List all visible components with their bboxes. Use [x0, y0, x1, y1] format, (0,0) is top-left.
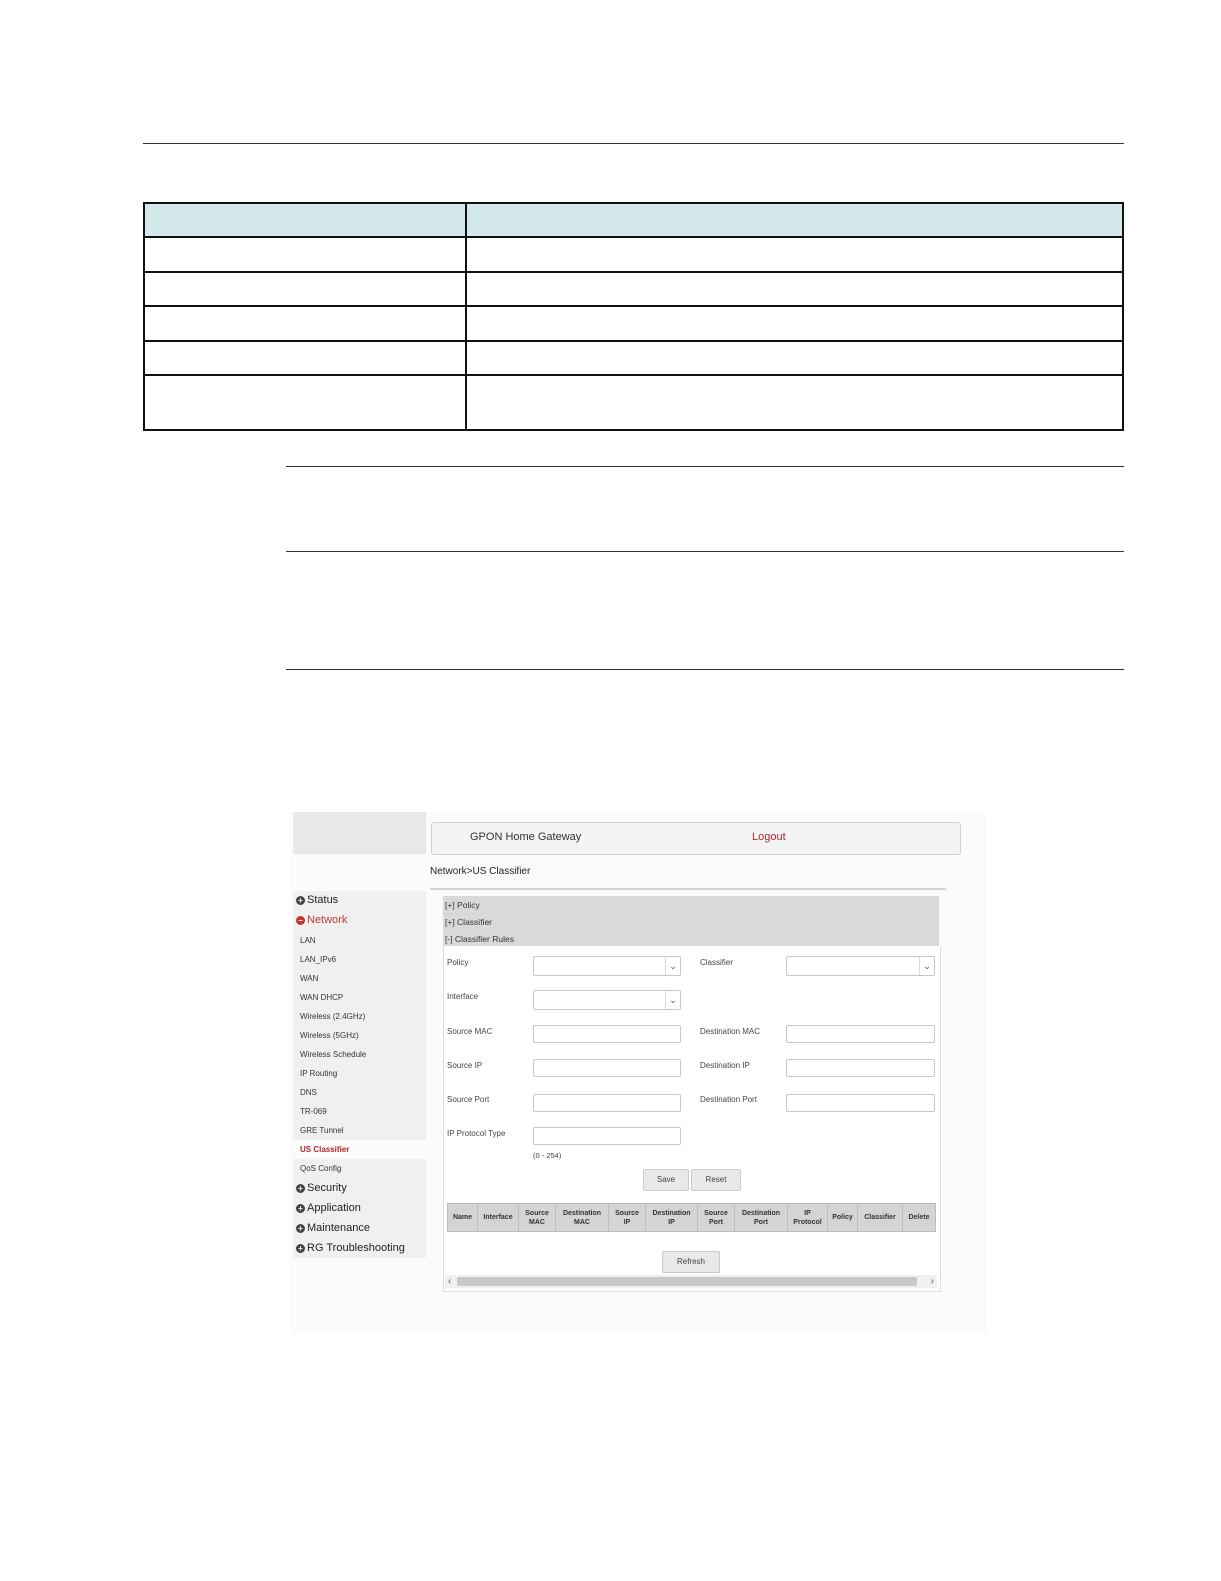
sidebar-subitem-dns[interactable]: DNS: [300, 1088, 317, 1097]
sidebar-item-label: Application: [307, 1202, 361, 1214]
source-port-label: Source Port: [447, 1095, 490, 1104]
column-header: Source MAC: [519, 1204, 556, 1232]
source-mac-label: Source MAC: [447, 1027, 493, 1036]
destination-mac-label: Destination MAC: [700, 1027, 761, 1036]
sidebar-subitem-wan-dhcp[interactable]: WAN DHCP: [300, 993, 344, 1002]
sidebar-subitem-wan[interactable]: WAN: [300, 974, 319, 983]
logo-area: [293, 812, 426, 854]
interface-select[interactable]: [533, 990, 681, 1010]
note-rule-middle: [286, 551, 1124, 552]
policy-label: Policy: [447, 958, 469, 967]
expand-plus-icon: +: [296, 1244, 305, 1253]
sidebar-item-label: Security: [307, 1182, 347, 1194]
classifier-select[interactable]: [786, 956, 935, 976]
note-rule-top: [286, 466, 1124, 467]
sidebar-subitem-us-classifier[interactable]: US Classifier: [300, 1145, 350, 1154]
expand-plus-icon: +: [296, 896, 305, 905]
document-table-row: [144, 237, 1123, 271]
document-table-header: [144, 203, 1123, 237]
document-table-row: [144, 341, 1123, 375]
document-table-row: [144, 375, 1123, 430]
sidebar-subitem-qos-config[interactable]: QoS Config: [300, 1164, 342, 1173]
sidebar-subitem-lan[interactable]: LAN: [300, 936, 316, 945]
section-classifier-rules-toggle[interactable]: [-] Classifier Rules: [445, 934, 514, 944]
column-header: Destination IP: [646, 1204, 698, 1232]
column-header: Policy: [828, 1204, 858, 1232]
save-button[interactable]: Save: [643, 1169, 689, 1191]
sidebar-subitem-wireless-24ghz[interactable]: Wireless (2.4GHz): [300, 1012, 366, 1021]
section-policy-toggle[interactable]: [+] Policy: [445, 900, 480, 910]
section-classifier-toggle[interactable]: [+] Classifier: [445, 917, 492, 927]
ip-protocol-range-hint: (0 - 254): [533, 1151, 562, 1160]
column-header: Classifier: [858, 1204, 903, 1232]
document-table-row: [144, 272, 1123, 306]
sidebar-subitem-wireless-5ghz[interactable]: Wireless (5GHz): [300, 1031, 359, 1040]
column-header: Source Port: [698, 1204, 735, 1232]
breadcrumb: Network>US Classifier: [430, 866, 531, 877]
chevron-down-icon: ⌄: [665, 957, 680, 975]
scroll-left-icon[interactable]: ‹: [448, 1276, 452, 1287]
section-header-band: [443, 896, 939, 946]
sidebar-item-application[interactable]: [296, 1202, 361, 1214]
sidebar-item-security[interactable]: [296, 1182, 347, 1194]
sidebar-subitem-lan-ipv6[interactable]: LAN_IPv6: [300, 955, 337, 964]
chevron-down-icon: ⌄: [665, 991, 680, 1009]
column-header: Interface: [478, 1204, 519, 1232]
refresh-button[interactable]: Refresh: [662, 1251, 720, 1273]
destination-port-label: Destination Port: [700, 1095, 757, 1104]
destination-mac-input[interactable]: [786, 1025, 935, 1043]
chevron-down-icon: ⌄: [919, 957, 934, 975]
sidebar-subitem-tr069[interactable]: TR-069: [300, 1107, 327, 1116]
column-header: Destination MAC: [556, 1204, 609, 1232]
note-rule-bottom: [286, 669, 1124, 670]
source-ip-input[interactable]: [533, 1059, 681, 1077]
ip-protocol-type-input[interactable]: [533, 1127, 681, 1145]
source-mac-input[interactable]: [533, 1025, 681, 1043]
source-port-input[interactable]: [533, 1094, 681, 1112]
document-table: [143, 202, 1124, 431]
ip-protocol-type-label: IP Protocol Type: [447, 1129, 506, 1138]
destination-port-input[interactable]: [786, 1094, 935, 1112]
sidebar-item-label: Network: [307, 914, 348, 926]
sidebar-item-label: RG Troubleshooting: [307, 1242, 405, 1254]
interface-label: Interface: [447, 992, 479, 1001]
expand-plus-icon: +: [296, 1204, 305, 1213]
sidebar-item-label: Status: [307, 894, 339, 906]
classifier-rules-panel: [443, 946, 941, 1292]
horizontal-scrollbar[interactable]: [445, 1275, 937, 1288]
sidebar-item-label: Maintenance: [307, 1222, 370, 1234]
scroll-right-icon[interactable]: ›: [930, 1276, 934, 1287]
document-table-row: [144, 306, 1123, 340]
column-header: IP Protocol: [788, 1204, 828, 1232]
sidebar-subitem-ip-routing[interactable]: IP Routing: [300, 1069, 338, 1078]
column-header: Name: [448, 1204, 478, 1232]
destination-ip-label: Destination IP: [700, 1061, 750, 1070]
column-header: Delete: [903, 1204, 936, 1232]
scrollbar-thumb[interactable]: [457, 1277, 917, 1286]
sidebar-item-network[interactable]: [296, 914, 347, 926]
app-title: GPON Home Gateway: [470, 831, 582, 843]
expand-plus-icon: +: [296, 1224, 305, 1233]
source-ip-label: Source IP: [447, 1061, 483, 1070]
rules-table-header-row: [448, 1204, 936, 1232]
column-header: Source IP: [609, 1204, 646, 1232]
sidebar-subitem-wireless-schedule[interactable]: Wireless Schedule: [300, 1050, 367, 1059]
expand-plus-icon: +: [296, 1184, 305, 1193]
logout-link[interactable]: Logout: [752, 831, 786, 843]
sidebar-item-maintenance[interactable]: [296, 1222, 370, 1234]
destination-ip-input[interactable]: [786, 1059, 935, 1077]
column-header: Destination Port: [735, 1204, 788, 1232]
header-bar: [431, 822, 961, 855]
breadcrumb-divider: [430, 888, 946, 890]
reset-button[interactable]: Reset: [691, 1169, 741, 1191]
collapse-minus-icon: −: [296, 916, 305, 925]
sidebar-subitem-gre-tunnel[interactable]: GRE Tunnel: [300, 1126, 344, 1135]
top-rule: [143, 143, 1124, 144]
classifier-label: Classifier: [700, 958, 733, 967]
sidebar-item-rg-troubleshooting[interactable]: [296, 1242, 405, 1254]
sidebar-item-status[interactable]: [296, 894, 338, 906]
policy-select[interactable]: [533, 956, 681, 976]
classifier-rules-table: [447, 1203, 936, 1232]
gateway-screenshot: [290, 812, 986, 1334]
